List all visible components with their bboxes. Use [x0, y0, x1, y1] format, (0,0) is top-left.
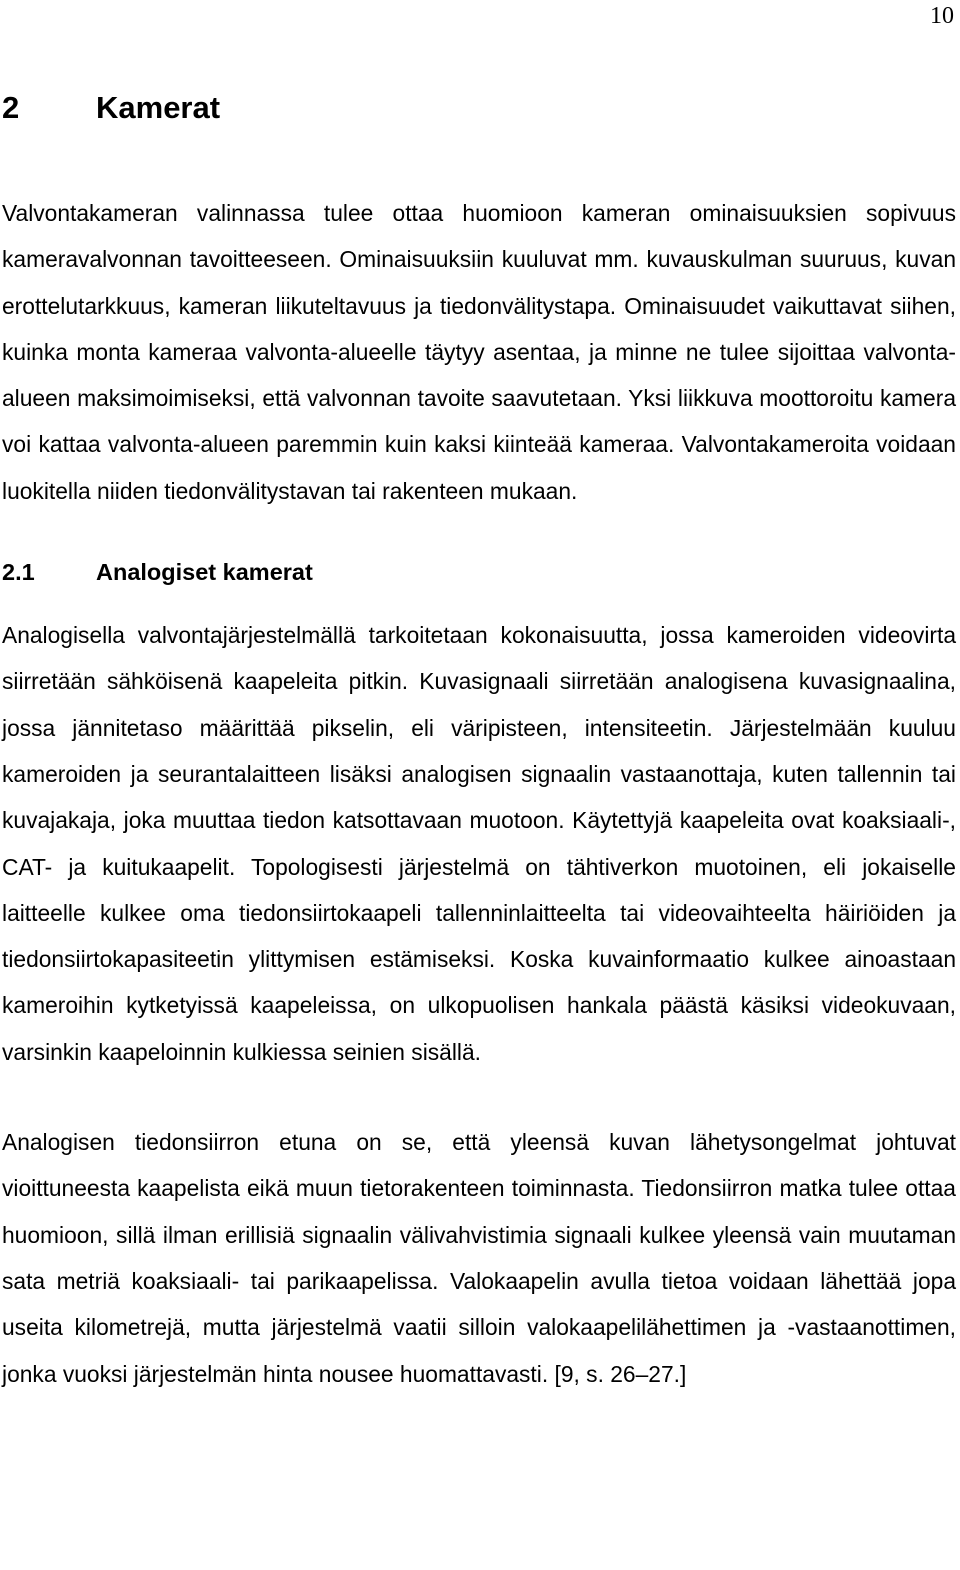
- section-title: Analogiset kamerat: [96, 559, 313, 586]
- page-content: [2, 84, 956, 1397]
- section-paragraph-1: Analogisella valvontajärjestelmällä tarkoitetaan kokonaisuutta, jossa kameroiden videovirta siirretään sähköisenä kaapeleita pitkin. Kuvasignaali siirretään analogisena kuvasignaalina, jossa jännitetaso määrittää pikselin, eli väripisteen, intensiteetin. Järjestelmään kuuluu kameroiden ja seurantalaitteen lisäksi analogisen signaalin vastaanottaja, kuten tallennin tai kuvajakaja, joka muuttaa tiedon katsottavaan muotoon. Käytettyjä kaapeleita ovat koaksiaali-, CAT- ja kuitukaapelit. Topologisesti järjestelmä on tähtiverkon muotoinen, eli jokaiselle laitteelle kulkee oma tiedonsiirtokaapeli tallenninlaitteelta tai videovaihteelta häiriöiden ja tiedonsiirtokapasiteetin ylittymisen estämiseksi. Koska kuvainformaatio kulkee ainoastaan kameroihin kytketyissä kaapeleissa, on ulkopuolisen hankala päästä käsiksi videokuvaan, varsinkin kaapeloinnin kulkiessa seinien sisällä.: [2, 622, 956, 1065]
- section-number: 2.1: [2, 559, 35, 586]
- page-number: 10: [930, 3, 954, 29]
- chapter-intro-paragraph: Valvontakameran valinnassa tulee ottaa huomioon kameran ominaisuuksien sopivuus kameravalvonnan tavoitteeseen. Ominaisuuksiin kuuluvat mm. kuvauskulman suuruus, kuvan erottelutarkkuus, kameran liikuteltavuus ja tiedonvälitystapa. Ominaisuudet vaikuttavat siihen, kuinka monta kameraa valvonta-alueelle täytyy asentaa, ja minne ne tulee sijoittaa valvonta-alueen maksimoimiseksi, että valvonnan tavoite saavutetaan. Yksi liikkuva moottoroitu kamera voi kattaa valvonta-alueen paremmin kuin kaksi kiinteää kameraa. Valvontakameroita voidaan luokitella niiden tiedonvälitystavan tai rakenteen mukaan.: [2, 200, 956, 504]
- chapter-heading: [2, 84, 956, 132]
- chapter-title: Kamerat: [96, 90, 221, 125]
- section-paragraph-2: Analogisen tiedonsiirron etuna on se, että yleensä kuvan lähetysongelmat johtuvat vioittuneesta kaapelista eikä muun tietorakenteen toiminnasta. Tiedonsiirron matka tulee ottaa huomioon, sillä ilman erillisiä signaalin välivahvistimia signaali kulkee yleensä vain muutaman sata metriä koaksiaali- tai parikaapelissa. Valokaapelin avulla tietoa voidaan lähettää jopa useita kilometrejä, mutta järjestelmä vaatii silloin valokaapelilähettimen ja -vastaanottimen, jonka vuoksi järjestelmän hinta nousee huomattavasti. [9, s. 26–27.]: [2, 1129, 956, 1387]
- chapter-number: 2: [2, 90, 20, 125]
- section-heading: [2, 554, 956, 590]
